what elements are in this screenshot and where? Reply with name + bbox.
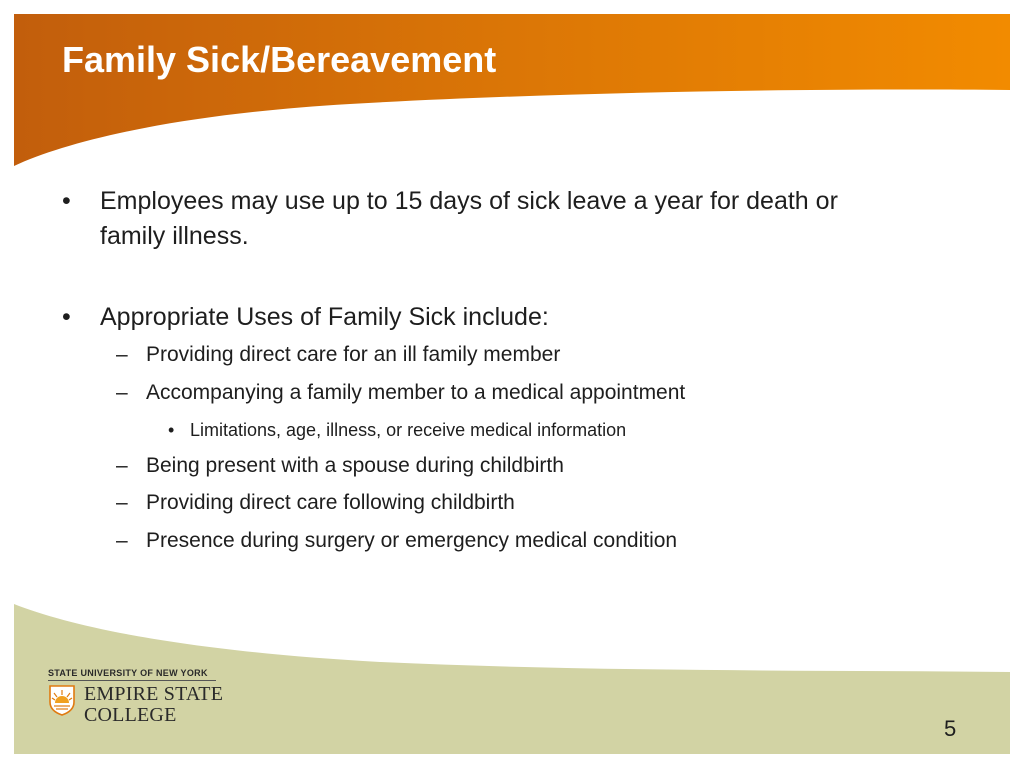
- bullet-text: Providing direct care following childbirth: [146, 491, 515, 514]
- bullet-marker: –: [116, 529, 128, 552]
- bullet-marker: –: [116, 381, 128, 404]
- bullet-text: Accompanying a family member to a medical appointment: [146, 381, 686, 404]
- bullet-text: Limitations, age, illness, or receive medical information: [190, 420, 627, 440]
- bullet-marker: –: [116, 454, 128, 477]
- bullet-text: Employees may use up to 15 days of sick leave a year for death or: [100, 187, 838, 215]
- sunburst-shield-icon: [48, 684, 76, 716]
- logo-university-line: STATE UNIVERSITY OF NEW YORK: [48, 668, 208, 678]
- header-band: [0, 0, 1024, 180]
- college-logo: [46, 668, 226, 728]
- slide-title: Family Sick/Bereavement: [62, 39, 497, 80]
- bullet-marker: •: [62, 303, 71, 331]
- bullet-marker: –: [116, 491, 128, 514]
- bullet-text: Providing direct care for an ill family member: [146, 343, 561, 366]
- bullet-text: Appropriate Uses of Family Sick include:: [100, 303, 549, 331]
- bullet-text: Presence during surgery or emergency medical condition: [146, 529, 678, 552]
- logo-line-1: EMPIRE STATE: [84, 683, 224, 705]
- page-number: 5: [944, 716, 957, 741]
- bullet-marker: –: [116, 343, 128, 366]
- logo-divider: [48, 680, 216, 681]
- bullet-text: Being present with a spouse during childbirth: [146, 454, 564, 477]
- bullet-marker: •: [168, 420, 175, 440]
- bullet-marker: •: [62, 187, 71, 215]
- bullet-text: family illness.: [100, 222, 249, 250]
- logo-line-2: COLLEGE: [84, 704, 177, 726]
